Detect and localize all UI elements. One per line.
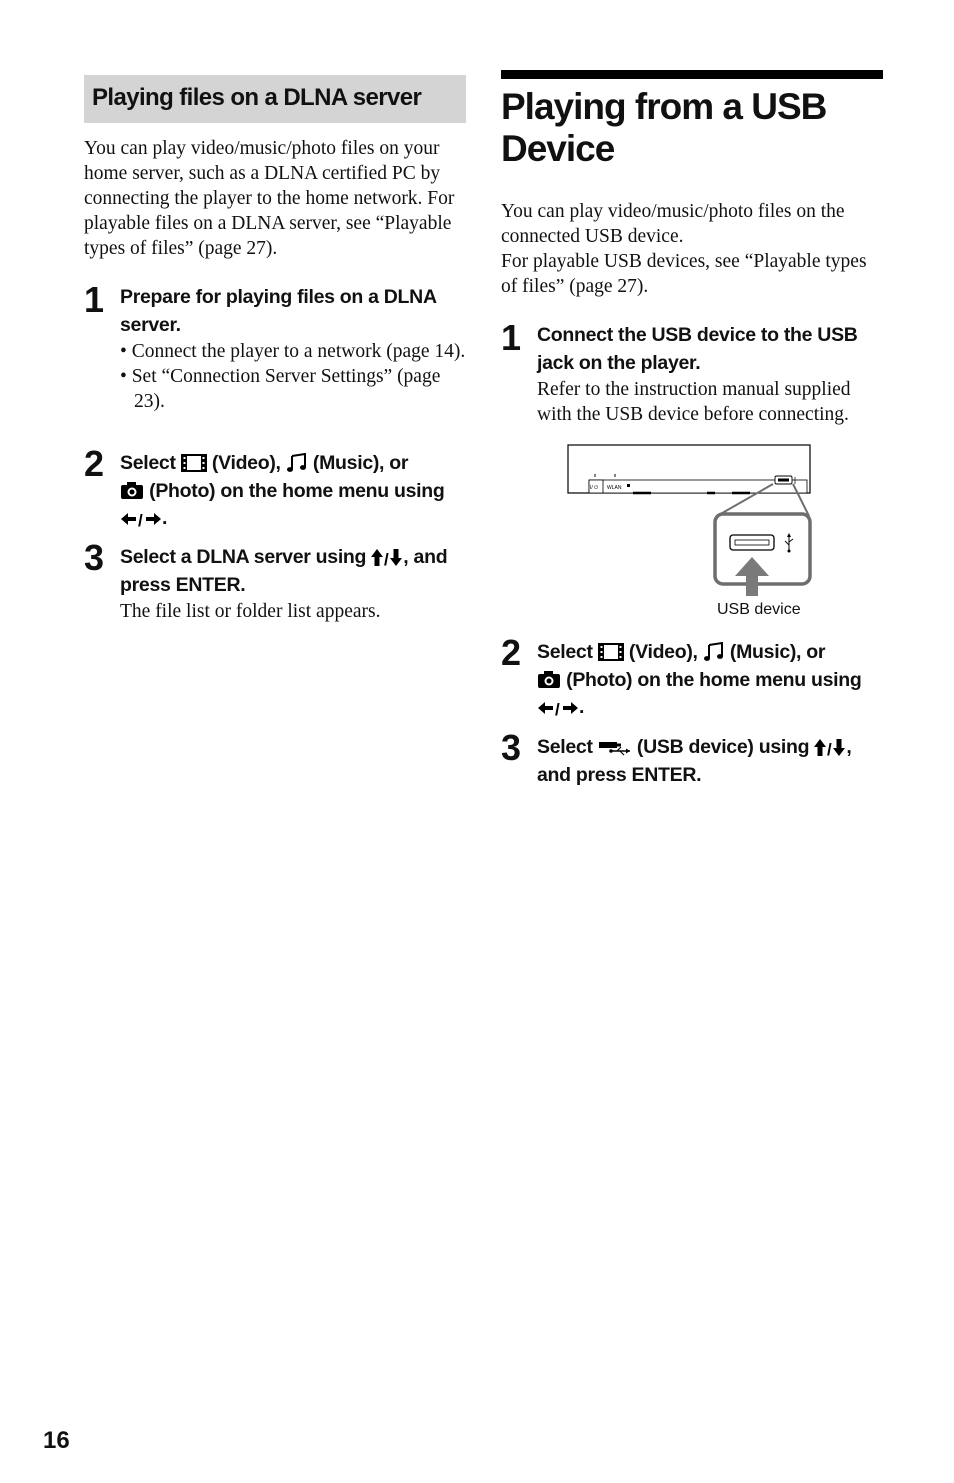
step-end: . [162, 507, 168, 529]
page-number: 16 [43, 1427, 70, 1454]
usb-intro-line-2: For playable USB devices, see “Playable types of files” (page 27). [501, 251, 867, 297]
select-word: Select [537, 736, 593, 758]
step-body: The file list or folder list appears. [120, 601, 381, 622]
title-rule [501, 70, 883, 79]
player-illustration [568, 445, 810, 493]
usb-intro [501, 199, 884, 299]
photo-icon [120, 479, 144, 501]
bullet-item: • Set “Connection Server Settings” (page 23). [120, 366, 441, 412]
usb-device-icon [598, 737, 632, 757]
step-bullets [120, 339, 466, 414]
dlna-step-1 [84, 279, 466, 414]
bullet-item: • Connect the player to a network (page 14). [120, 341, 466, 362]
player-wlan-label: WLAN [607, 485, 622, 491]
step-title-part-b: , and press ENTER. [120, 546, 448, 596]
step-body: Refer to the instruction manual supplied with the USB device before connecting. [537, 379, 851, 425]
step-title [537, 730, 884, 789]
step-number: 1 [84, 279, 104, 320]
dlna-step-3 [84, 537, 466, 624]
dlna-intro: You can play video/music/photo files on your home server, such as a DLNA certified PC by connecting the player to the home network. For playable files on a DLNA server, see “Playable types of files” (page 27). [84, 138, 455, 259]
usb-device-label: USB device [717, 601, 801, 618]
usb-device-label-inline: (USB device) using [636, 736, 810, 758]
up-down-arrows-icon [371, 548, 403, 567]
step-title-part-a: Select a DLNA server using [120, 546, 367, 568]
step-number: 2 [501, 632, 521, 673]
step-title [537, 635, 884, 722]
step-end: . [579, 696, 585, 718]
photo-icon [537, 668, 561, 690]
step-title [120, 446, 466, 533]
usb-intro-line-1: You can play video/music/photo files on the connected USB device. [501, 201, 845, 247]
usb-connection-diagram [567, 444, 817, 604]
video-icon [598, 642, 624, 662]
video-icon [181, 453, 207, 473]
video-label: (Video), [628, 641, 698, 663]
step-number: 3 [84, 537, 104, 578]
usb-step-2 [501, 632, 884, 722]
left-right-arrows-icon [537, 699, 579, 717]
usb-step-3 [501, 727, 884, 789]
step-number: 2 [84, 443, 104, 484]
select-word: Select [537, 641, 593, 663]
photo-label: (Photo) on the home menu using [149, 479, 445, 502]
photo-label: (Photo) on the home menu using [566, 668, 862, 691]
section-heading-dlna: Playing files on a DLNA server [84, 75, 466, 123]
step-end: , and press ENTER. [537, 736, 852, 786]
left-right-arrows-icon [120, 510, 162, 528]
page-title: Playing from a USB Device [501, 86, 827, 169]
music-label: (Music), or [729, 641, 826, 663]
player-power-label: I/ ⏻ [590, 485, 599, 491]
up-down-arrows-icon [814, 738, 846, 757]
dlna-step-2 [84, 443, 466, 533]
step-number: 1 [501, 317, 521, 358]
music-label: (Music), or [312, 452, 409, 474]
step-title [120, 540, 466, 599]
music-icon [286, 452, 308, 473]
video-label: (Video), [211, 452, 281, 474]
usb-step-1 [501, 317, 884, 427]
select-word: Select [120, 452, 176, 474]
music-icon [703, 641, 725, 662]
step-title: Prepare for playing files on a DLNA server. [120, 286, 437, 336]
step-number: 3 [501, 727, 521, 768]
step-title: Connect the USB device to the USB jack on the player. [537, 324, 858, 374]
